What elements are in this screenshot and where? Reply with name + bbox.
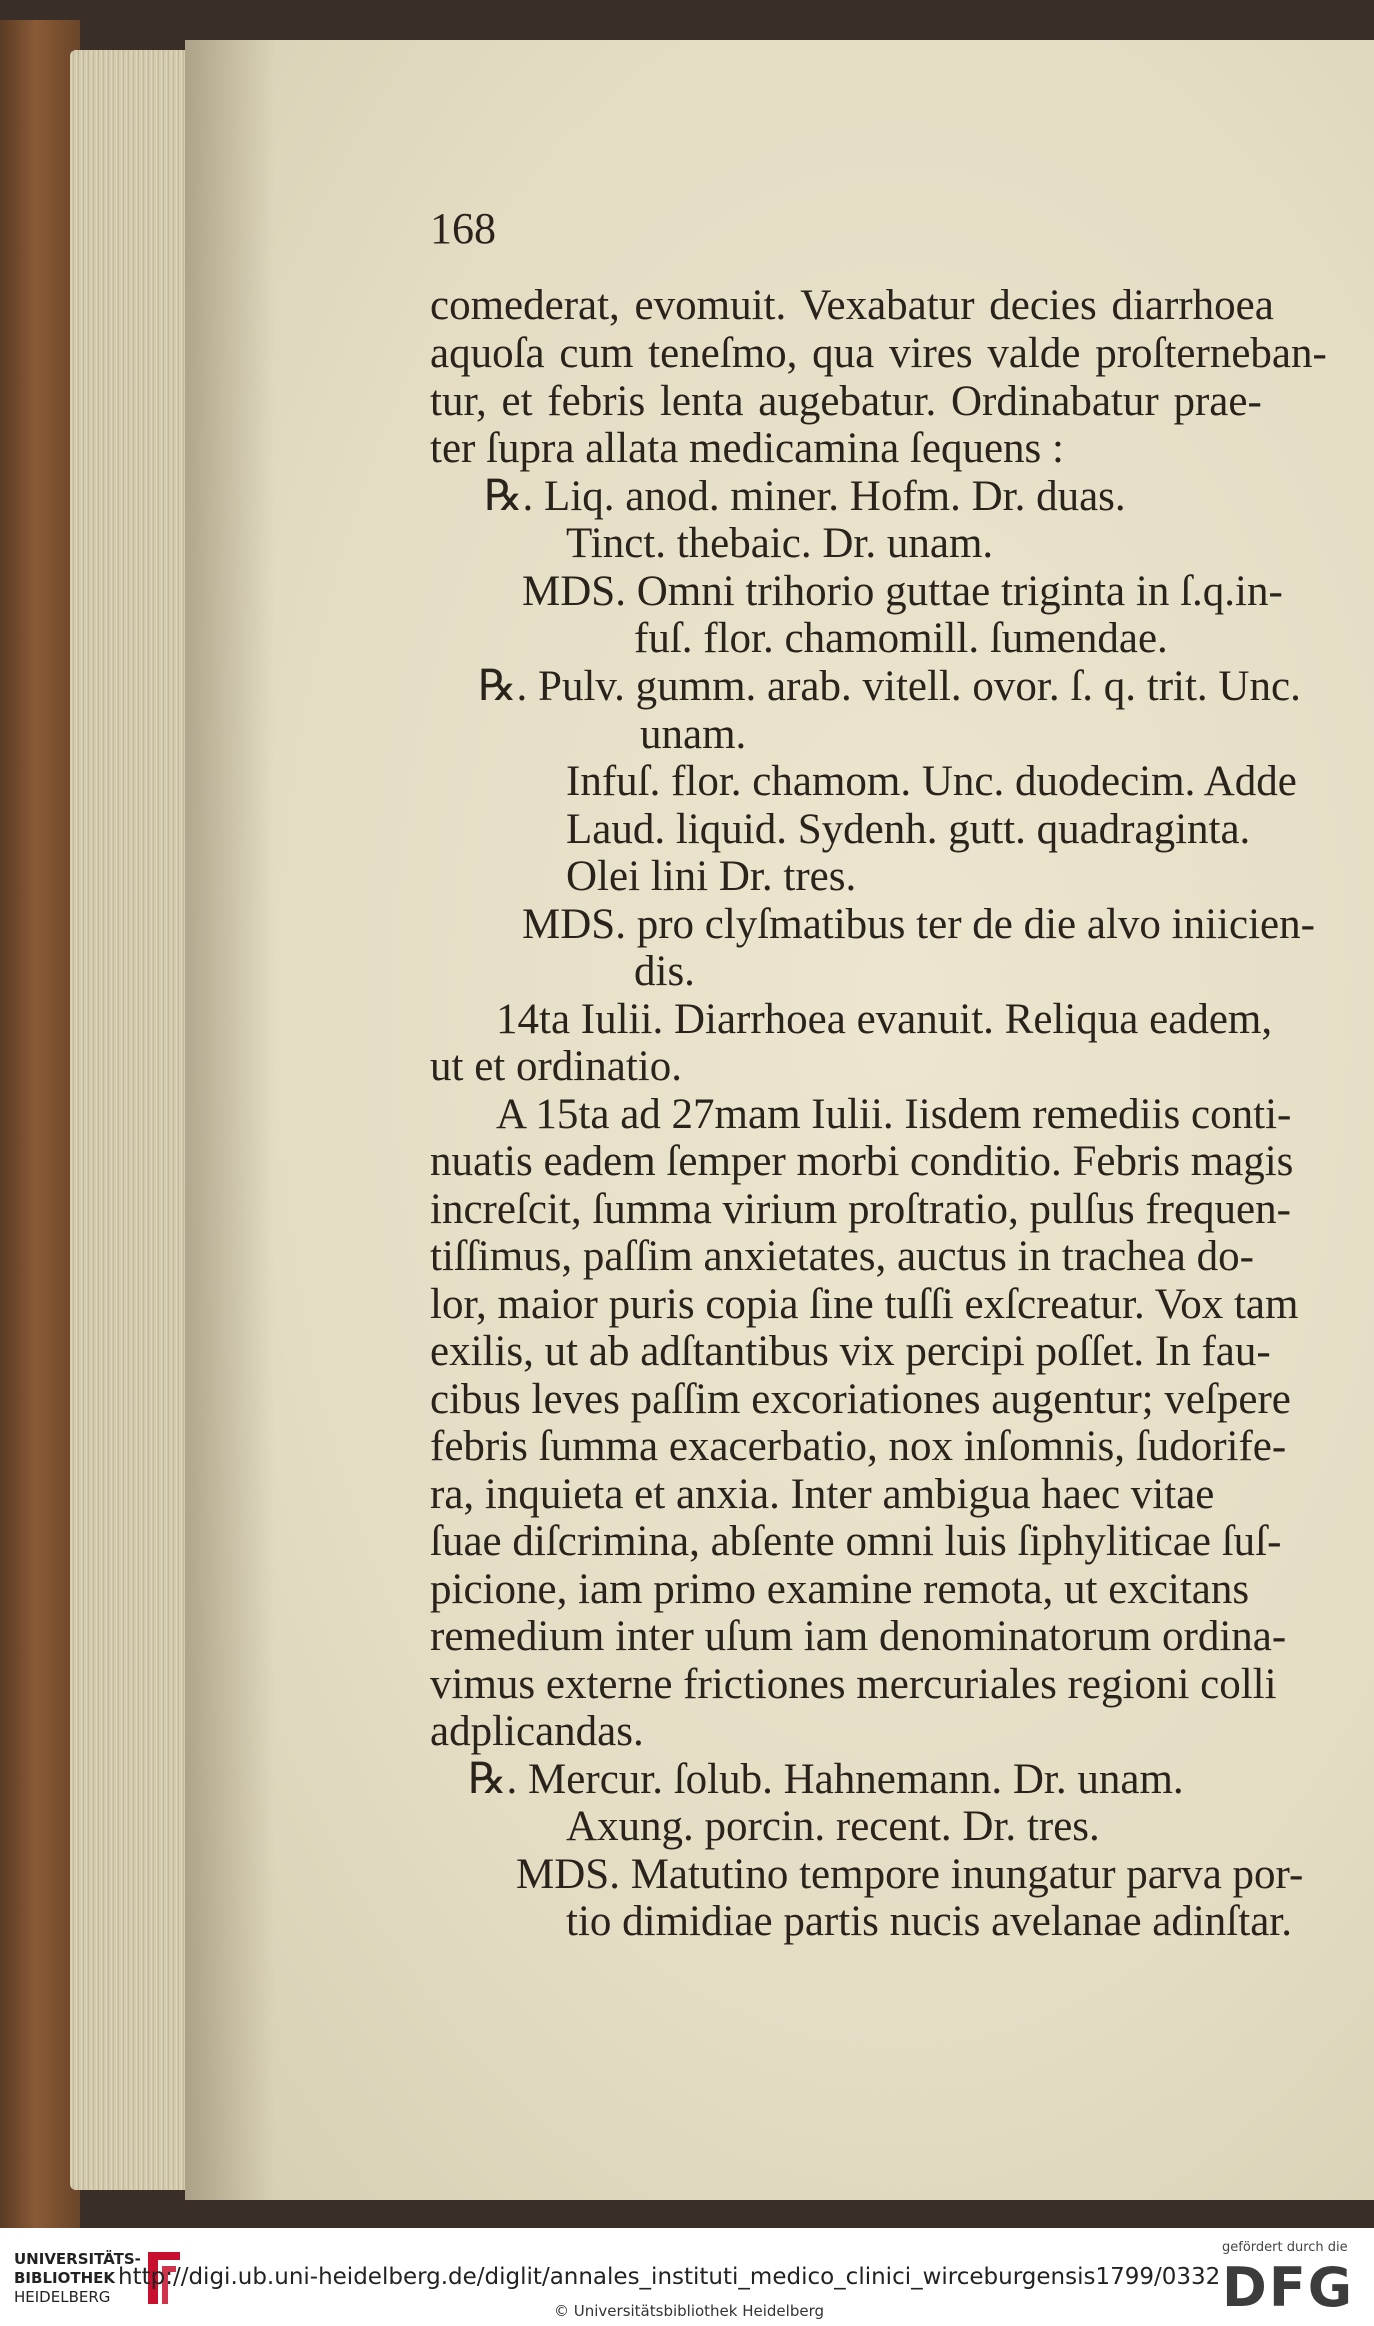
text-line: Laud. liquid. Sydenh. gutt. quadraginta. (566, 806, 1251, 853)
text-line: fuſ. flor. chamomill. ſumendae. (634, 615, 1168, 662)
text-line: febris ſumma exacerbatio, nox inſomnis, ſudorife- (430, 1423, 1287, 1470)
permalink-url[interactable]: http://digi.ub.uni-heidelberg.de/diglit/annales_instituti_medico_clinici_wirceburgensis1799/0332 (118, 2264, 1221, 2290)
text-line: increſcit, ſumma virium proſtratio, pulſus frequen- (430, 1186, 1291, 1233)
text-line: ut et ordinatio. (430, 1043, 682, 1090)
text-line: ℞. Mercur. ſolub. Hahnemann. Dr. unam. (468, 1756, 1184, 1803)
text-line: ſuae diſcrimina, abſente omni luis ſiphyliticae ſuſ- (430, 1518, 1282, 1565)
text-line: comederat, evomuit. Vexabatur decies diarrhoea (430, 282, 1274, 329)
text-line: exilis, ut ab adſtantibus vix percipi poſſet. In fau- (430, 1328, 1271, 1375)
text-line: picione, iam primo examine remota, ut excitans (430, 1566, 1250, 1613)
text-line: Olei lini Dr. tres. (566, 853, 857, 900)
text-line: vimus externe frictiones mercuriales regioni colli (430, 1661, 1277, 1708)
funder-caption: gefördert durch die (1222, 2240, 1348, 2255)
text-line: 14ta Iulii. Diarrhoea evanuit. Reliqua eadem, (496, 996, 1273, 1043)
text-line: remedium inter uſum iam denominatorum ordina- (430, 1613, 1287, 1660)
text-line: MDS. pro clyſmatibus ter de die alvo iniicien- (522, 901, 1315, 948)
text-line: cibus leves paſſim excoriationes augentur; veſpere (430, 1376, 1291, 1423)
text-line: Axung. porcin. recent. Dr. tres. (566, 1803, 1100, 1850)
text-line: nuatis eadem ſemper morbi conditio. Febris magis (430, 1138, 1294, 1185)
institution-line: UNIVERSITÄTS- (14, 2250, 141, 2268)
text-line: lor, maior puris copia ſine tuſſi exſcreatur. Vox tam (430, 1281, 1299, 1328)
text-line: tio dimidiae partis nucis avelanae adinſtar. (566, 1898, 1292, 1945)
text-line: aquoſa cum teneſmo, qua vires valde proſterneban- (430, 330, 1327, 377)
text-line: tiſſimus, paſſim anxietates, auctus in trachea do- (430, 1233, 1254, 1280)
page-number: 168 (430, 204, 496, 253)
dfg-logo: DFG (1222, 2256, 1355, 2319)
text-line: A 15ta ad 27mam Iulii. Iisdem remediis conti- (496, 1091, 1292, 1138)
text-line: MDS. Matutino tempore inungatur parva por- (516, 1851, 1304, 1898)
text-line: dis. (634, 948, 695, 995)
text-line: MDS. Omni trihorio guttae triginta in ſ.q.in- (522, 568, 1283, 615)
copyright-notice: © Universitätsbibliothek Heidelberg (554, 2302, 825, 2320)
text-line: Tinct. thebaic. Dr. unam. (566, 520, 994, 567)
viewer-footer (0, 2228, 1374, 2326)
text-line: tur, et febris lenta augebatur. Ordinabatur prae- (430, 378, 1262, 425)
text-line: Infuſ. flor. chamom. Unc. duodecim. Adde (566, 758, 1297, 805)
text-line: adplicandas. (430, 1708, 644, 1755)
text-line: ℞. Liq. anod. miner. Hofm. Dr. duas. (484, 473, 1126, 520)
text-line: ra, inquieta et anxia. Inter ambigua haec vitae (430, 1471, 1215, 1518)
text-line: ℞. Pulv. gumm. arab. vitell. ovor. ſ. q. trit. Unc. (478, 663, 1301, 710)
text-line: unam. (640, 711, 747, 758)
text-line: ter ſupra allata medicamina ſequens : (430, 425, 1064, 472)
institution-line: HEIDELBERG (14, 2288, 111, 2306)
institution-line: BIBLIOTHEK (14, 2269, 115, 2287)
